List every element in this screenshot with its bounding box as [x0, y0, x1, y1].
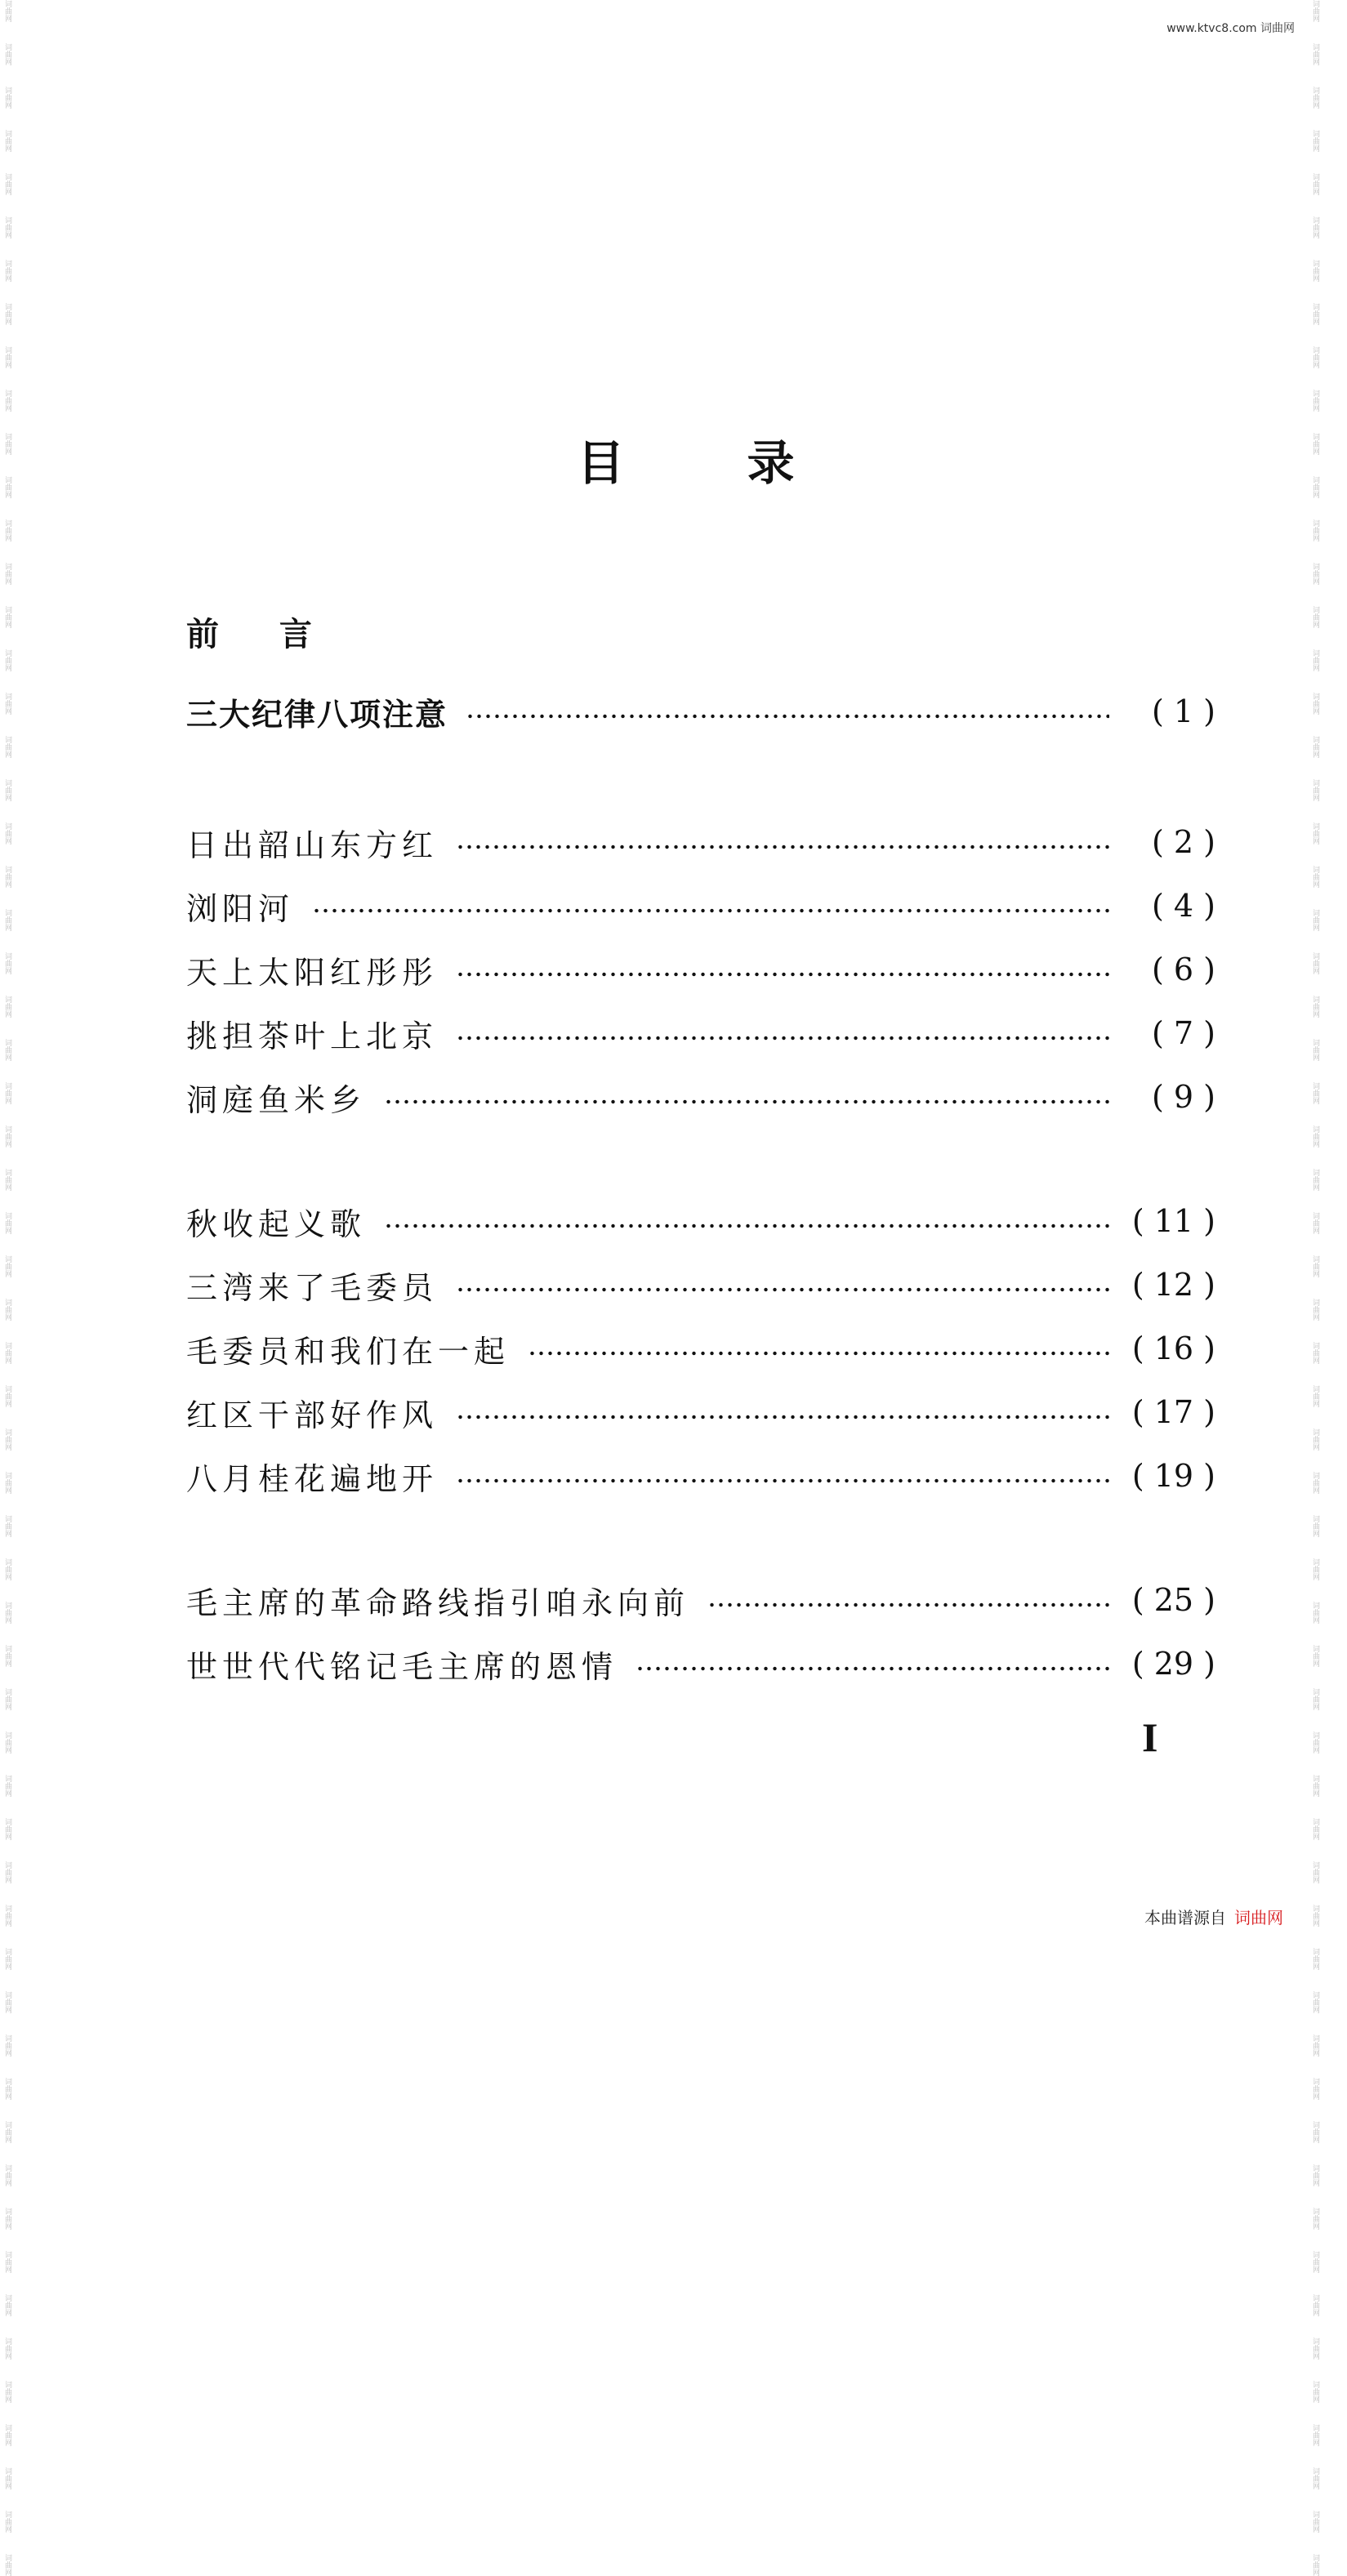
- watermark-text: 词曲网: [1311, 822, 1319, 845]
- watermark-text: 词曲网: [1311, 1125, 1319, 1148]
- toc-entry-title: 洞庭鱼米乡: [186, 1081, 367, 1118]
- preface-heading: 前 言: [186, 616, 337, 653]
- watermark-text: 词曲网: [3, 1558, 11, 1580]
- footer-credit: [1144, 1905, 1283, 1928]
- watermark-text: 词曲网: [3, 1039, 11, 1061]
- watermark-text: 词曲网: [1311, 433, 1319, 455]
- page-title-char-2: 录: [747, 435, 795, 491]
- watermark-text: 词曲网: [1311, 1515, 1319, 1537]
- watermark-text: 词曲网: [3, 1775, 11, 1797]
- dot-leader: [456, 827, 1109, 858]
- watermark-text: 词曲网: [3, 2164, 11, 2186]
- dot-leader: [528, 1333, 1109, 1364]
- watermark-text: 词曲网: [1311, 1905, 1319, 1927]
- watermark-text: 词曲网: [3, 2035, 11, 2057]
- toc-entry-title: 八月桂花遍地开: [186, 1460, 439, 1497]
- watermark-text: 词曲网: [3, 693, 11, 715]
- watermark-text: 词曲网: [3, 779, 11, 801]
- toc-entry-page: ( 9 ): [1152, 1079, 1215, 1115]
- watermark-text: 词曲网: [3, 1169, 11, 1191]
- watermark-text: 词曲网: [3, 1861, 11, 1883]
- watermark-text: 词曲网: [3, 1342, 11, 1364]
- watermark-text: 词曲网: [1311, 693, 1319, 715]
- toc-entry[interactable]: [186, 810, 1215, 874]
- watermark-text: 词曲网: [1311, 2554, 1319, 2576]
- watermark-text: 词曲网: [3, 303, 11, 325]
- watermark-text: 词曲网: [1311, 519, 1319, 541]
- watermark-text: 词曲网: [3, 433, 11, 455]
- dot-leader: [456, 1269, 1109, 1300]
- watermark-text: 词曲网: [1311, 1342, 1319, 1364]
- watermark-text: 词曲网: [1311, 216, 1319, 238]
- watermark-text: 词曲网: [3, 260, 11, 282]
- watermark-text: 词曲网: [3, 476, 11, 498]
- toc-entry[interactable]: [186, 1189, 1215, 1253]
- watermark-text: 词曲网: [1311, 2035, 1319, 2057]
- watermark-text: 词曲网: [3, 130, 11, 152]
- watermark-text: 词曲网: [1311, 1212, 1319, 1234]
- watermark-text: 词曲网: [1311, 1039, 1319, 1061]
- watermark-text: 词曲网: [3, 390, 11, 412]
- toc-entry-page: ( 2 ): [1152, 824, 1215, 860]
- watermark-text: 词曲网: [3, 2121, 11, 2143]
- toc-entry[interactable]: [186, 680, 1215, 743]
- watermark-text: 词曲网: [1311, 1299, 1319, 1321]
- watermark-text: 词曲网: [1311, 952, 1319, 974]
- toc-entry[interactable]: [186, 1317, 1215, 1380]
- toc-entry-title: 三湾来了毛委员: [186, 1269, 439, 1306]
- watermark-text: 词曲网: [3, 1082, 11, 1104]
- watermark-text: 词曲网: [3, 2467, 11, 2489]
- toc-entry-title: 秋收起义歌: [186, 1206, 367, 1242]
- toc-entry-page: ( 25 ): [1131, 1582, 1215, 1618]
- watermark-text: 词曲网: [1311, 130, 1319, 152]
- watermark-text: 词曲网: [1311, 2164, 1319, 2186]
- toc-entry-page: ( 29 ): [1131, 1646, 1215, 1682]
- watermark-text: 词曲网: [1311, 1775, 1319, 1797]
- watermark-text: 词曲网: [3, 1688, 11, 1710]
- footer-credit-brand[interactable]: 词曲网: [1234, 1908, 1283, 1928]
- toc-entry-title: 天上太阳红彤彤: [186, 954, 439, 991]
- watermark-text: 词曲网: [1311, 390, 1319, 412]
- watermark-text: 词曲网: [3, 1472, 11, 1494]
- watermark-text: 词曲网: [1311, 2078, 1319, 2100]
- toc-entry-page: ( 1 ): [1152, 693, 1215, 729]
- watermark-text: 词曲网: [3, 346, 11, 368]
- footer-credit-text: 本曲谱源自: [1144, 1908, 1226, 1928]
- watermark-text: 词曲网: [1311, 2121, 1319, 2143]
- toc-entry-page: ( 4 ): [1152, 888, 1215, 924]
- left-watermark-strip: [0, 0, 15, 2576]
- watermark-text: 词曲网: [3, 1991, 11, 2013]
- watermark-text: 词曲网: [1311, 0, 1319, 22]
- watermark-text: 词曲网: [1311, 1688, 1319, 1710]
- right-watermark-strip: [1308, 0, 1322, 2576]
- watermark-text: 词曲网: [1311, 1861, 1319, 1883]
- dot-leader: [456, 1460, 1109, 1491]
- watermark-text: 词曲网: [1311, 1472, 1319, 1494]
- watermark-text: 词曲网: [3, 1385, 11, 1407]
- toc-entry-page: ( 12 ): [1131, 1267, 1215, 1303]
- toc-entry-title: 毛主席的革命路线指引咱永向前: [186, 1584, 690, 1621]
- watermark-text: 词曲网: [3, 2294, 11, 2316]
- watermark-text: 词曲网: [3, 2554, 11, 2576]
- watermark-text: 词曲网: [3, 1299, 11, 1321]
- watermark-text: 词曲网: [3, 1818, 11, 1840]
- watermark-text: 词曲网: [1311, 1558, 1319, 1580]
- toc-entry-page: ( 6 ): [1152, 952, 1215, 987]
- toc-groups: [186, 680, 1215, 1696]
- watermark-text: 词曲网: [1311, 779, 1319, 801]
- watermark-text: 词曲网: [1311, 303, 1319, 325]
- dot-leader: [312, 890, 1109, 921]
- watermark-text: 词曲网: [3, 2424, 11, 2446]
- watermark-text: 词曲网: [3, 952, 11, 974]
- toc-entry-title: 挑担茶叶上北京: [186, 1018, 439, 1054]
- watermark-text: 词曲网: [3, 996, 11, 1018]
- watermark-text: 词曲网: [1311, 1991, 1319, 2013]
- watermark-text: 词曲网: [1311, 649, 1319, 671]
- dot-leader: [456, 1018, 1109, 1049]
- dot-leader: [456, 1397, 1109, 1428]
- watermark-text: 词曲网: [3, 736, 11, 758]
- watermark-text: 词曲网: [3, 87, 11, 109]
- watermark-text: 词曲网: [3, 1125, 11, 1148]
- watermark-text: 词曲网: [3, 2381, 11, 2403]
- toc-group: [186, 810, 1215, 1129]
- watermark-text: 词曲网: [3, 2251, 11, 2273]
- toc-entry[interactable]: [186, 874, 1215, 938]
- watermark-text: 词曲网: [3, 606, 11, 628]
- dot-leader: [384, 1081, 1109, 1112]
- watermark-text: 词曲网: [3, 909, 11, 931]
- watermark-text: 词曲网: [3, 43, 11, 65]
- page-number: I: [1142, 1714, 1158, 1760]
- watermark-text: 词曲网: [1311, 2338, 1319, 2360]
- watermark-text: 词曲网: [1311, 43, 1319, 65]
- watermark-text: 词曲网: [1311, 2294, 1319, 2316]
- toc-entry[interactable]: [186, 1065, 1215, 1129]
- watermark-text: 词曲网: [1311, 87, 1319, 109]
- watermark-text: 词曲网: [3, 649, 11, 671]
- watermark-text: 词曲网: [3, 2078, 11, 2100]
- watermark-text: 词曲网: [1311, 1255, 1319, 1277]
- toc-entry-page: ( 17 ): [1131, 1394, 1215, 1430]
- toc-entry-page: ( 11 ): [1131, 1203, 1215, 1239]
- dot-leader: [636, 1648, 1109, 1679]
- watermark-text: 词曲网: [3, 1515, 11, 1537]
- watermark-text: 词曲网: [1311, 2467, 1319, 2489]
- toc-group: [186, 1189, 1215, 1508]
- table-of-contents: [186, 606, 1215, 1756]
- watermark-text: 词曲网: [1311, 346, 1319, 368]
- watermark-text: 词曲网: [3, 1731, 11, 1754]
- watermark-text: 词曲网: [1311, 1645, 1319, 1667]
- watermark-text: 词曲网: [3, 1905, 11, 1927]
- site-header-text: www.ktvc8.com 词曲网: [1166, 22, 1295, 35]
- toc-entry-title: 毛委员和我们在一起: [186, 1333, 511, 1370]
- watermark-text: 词曲网: [1311, 1169, 1319, 1191]
- watermark-text: 词曲网: [1311, 866, 1319, 888]
- watermark-text: 词曲网: [3, 822, 11, 845]
- toc-entry-page: ( 19 ): [1131, 1458, 1215, 1494]
- watermark-text: 词曲网: [1311, 996, 1319, 1018]
- toc-entry[interactable]: [186, 1253, 1215, 1317]
- watermark-text: 词曲网: [1311, 1731, 1319, 1754]
- watermark-text: 词曲网: [3, 1255, 11, 1277]
- watermark-text: 词曲网: [3, 2208, 11, 2230]
- toc-entry-title: 日出韶山东方红: [186, 827, 439, 863]
- watermark-text: 词曲网: [1311, 1818, 1319, 1840]
- toc-entry-title: 红区干部好作风: [186, 1397, 439, 1433]
- watermark-text: 词曲网: [3, 563, 11, 585]
- watermark-text: 词曲网: [1311, 476, 1319, 498]
- toc-entry[interactable]: [186, 1380, 1215, 1444]
- toc-entry[interactable]: [186, 1444, 1215, 1508]
- watermark-text: 词曲网: [1311, 2381, 1319, 2403]
- watermark-text: 词曲网: [3, 1428, 11, 1451]
- watermark-text: 词曲网: [3, 0, 11, 22]
- watermark-text: 词曲网: [1311, 1602, 1319, 1624]
- toc-entry[interactable]: [186, 1568, 1215, 1632]
- page-title: [25, 425, 1347, 493]
- toc-entry[interactable]: [186, 1632, 1215, 1696]
- watermark-text: 词曲网: [3, 216, 11, 238]
- watermark-text: 词曲网: [1311, 909, 1319, 931]
- dot-leader: [384, 1206, 1109, 1237]
- watermark-text: 词曲网: [3, 173, 11, 195]
- toc-group: [186, 1568, 1215, 1696]
- toc-entry[interactable]: [186, 938, 1215, 1001]
- watermark-text: 词曲网: [1311, 2511, 1319, 2533]
- page-title-char-1: 目: [577, 435, 625, 491]
- watermark-text: 词曲网: [1311, 606, 1319, 628]
- watermark-text: 词曲网: [1311, 260, 1319, 282]
- dot-leader: [466, 696, 1109, 727]
- toc-group: [186, 680, 1215, 743]
- watermark-text: 词曲网: [3, 1948, 11, 1970]
- watermark-text: 词曲网: [1311, 1385, 1319, 1407]
- watermark-text: 词曲网: [1311, 2208, 1319, 2230]
- toc-entry[interactable]: [186, 1001, 1215, 1065]
- watermark-text: 词曲网: [1311, 1948, 1319, 1970]
- toc-entry-page: ( 16 ): [1131, 1330, 1215, 1366]
- watermark-text: 词曲网: [3, 866, 11, 888]
- watermark-text: 词曲网: [1311, 2424, 1319, 2446]
- toc-entry-page: ( 7 ): [1152, 1015, 1215, 1051]
- watermark-text: 词曲网: [1311, 2251, 1319, 2273]
- watermark-text: 词曲网: [1311, 736, 1319, 758]
- watermark-text: 词曲网: [1311, 1428, 1319, 1451]
- watermark-text: 词曲网: [1311, 1082, 1319, 1104]
- watermark-text: 词曲网: [3, 519, 11, 541]
- watermark-text: 词曲网: [3, 2511, 11, 2533]
- dot-leader: [707, 1584, 1109, 1616]
- toc-entry-title: 浏阳河: [186, 890, 295, 927]
- watermark-text: 词曲网: [3, 1602, 11, 1624]
- watermark-text: 词曲网: [3, 1645, 11, 1667]
- dot-leader: [456, 954, 1109, 985]
- watermark-text: 词曲网: [3, 2338, 11, 2360]
- watermark-text: 词曲网: [1311, 173, 1319, 195]
- watermark-text: 词曲网: [3, 1212, 11, 1234]
- watermark-text: 词曲网: [1311, 563, 1319, 585]
- toc-entry-title: 世世代代铭记毛主席的恩情: [186, 1648, 618, 1685]
- toc-entry-title: 三大纪律八项注意: [186, 696, 448, 733]
